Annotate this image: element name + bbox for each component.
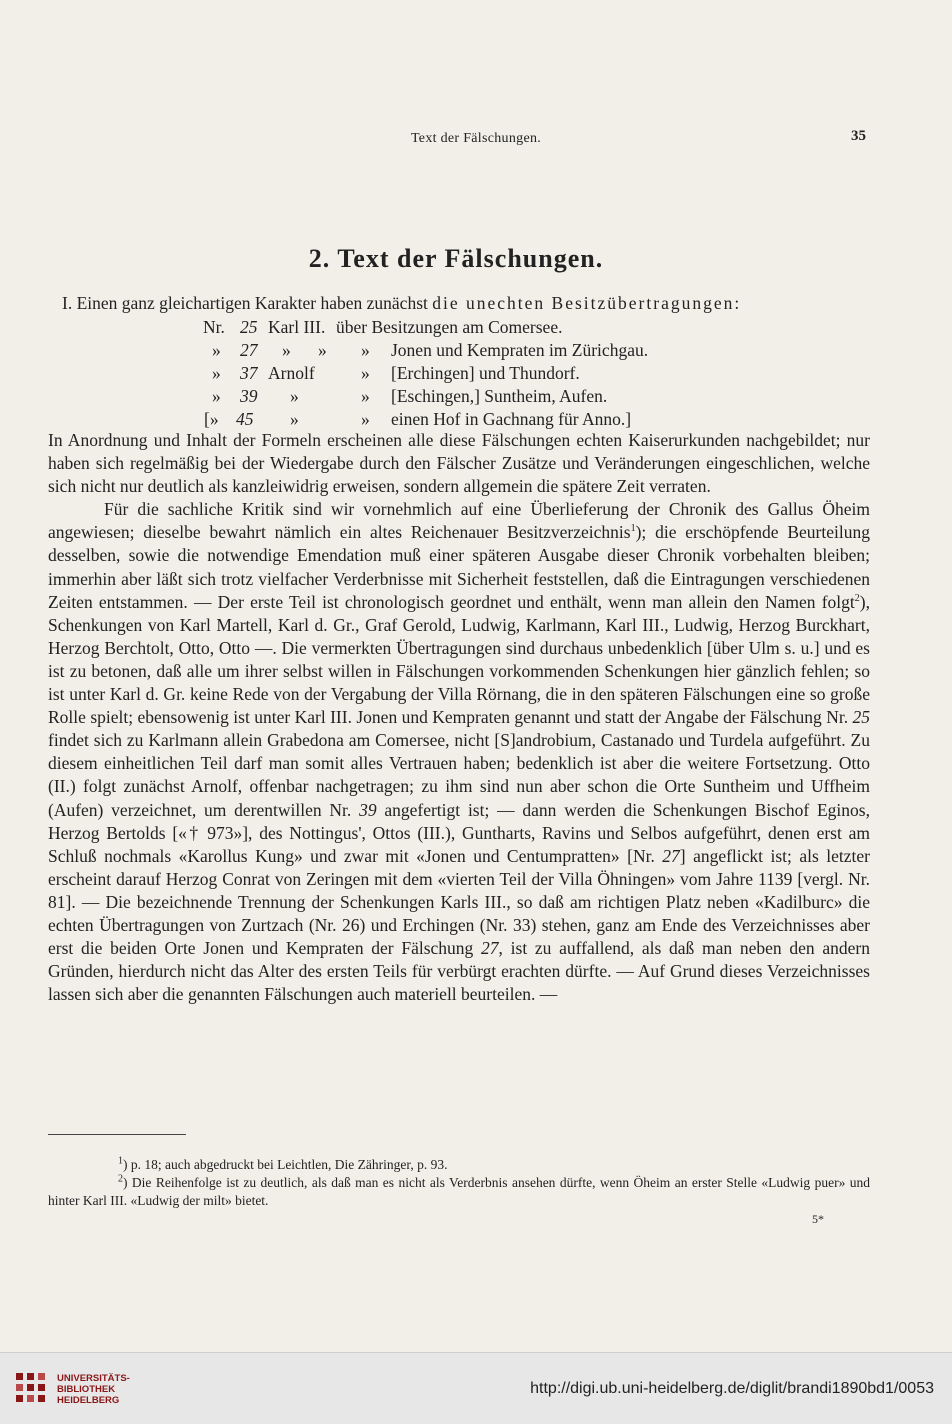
forgery-list: [0, 316, 952, 431]
text-run: findet sich zu Karlmann allein Grabedona am Comersee, nicht [S]androbium, Castanado und Turdela aufgeführt. Zu diesem einheitlichen Teil darf man somit alles Vertrauen haben; bedenklich ist aber die weitere Fortsetzung. Otto (II.) folgt zunächst Arnolf, offenbar nachgetragen; zu ihm sind nun aber schon die Orte Suntheim und Uffheim (Aufen) verzeichnet, um derentwillen Nr.: [48, 730, 870, 820]
list-description: einen Hof in Gachnang für Anno.]: [391, 409, 632, 429]
footnote-marker[interactable]: 2: [854, 592, 860, 604]
list-ditto: »: [318, 340, 327, 360]
footnote-number: 2: [118, 1173, 123, 1185]
list-ditto: »: [361, 363, 370, 383]
document-number: 27: [662, 845, 680, 866]
footnotes: [48, 1156, 870, 1210]
list-nr: Nr.: [203, 317, 225, 337]
library-name-line: HEIDELBERG: [57, 1395, 120, 1406]
library-logo-icon[interactable]: [14, 1371, 48, 1405]
list-description: über Besitzungen am Comersee.: [336, 317, 563, 337]
footnote: [48, 1156, 870, 1174]
footnote-marker[interactable]: 1: [630, 523, 636, 535]
list-person: Arnolf: [268, 363, 315, 383]
signature-mark: 5*: [812, 1212, 824, 1226]
list-item: [0, 339, 952, 362]
list-number: 27: [240, 340, 258, 360]
list-person: »: [282, 340, 291, 360]
paragraph: [48, 498, 870, 1006]
permalink-url[interactable]: http://digi.ub.uni-heidelberg.de/diglit/brandi1890bd1/0053: [530, 1380, 934, 1397]
text-run: Für die sachliche Kritik sind wir vornehmlich auf eine Überlieferung der Chronik des Gallus Öheim angewiesen; dieselbe bewahrt nämlich ein altes Reichenauer Besitzverzeichnis: [48, 499, 870, 543]
list-ditto: »: [361, 340, 370, 360]
viewer-footer: [0, 1352, 952, 1424]
document-number: 25: [852, 707, 870, 728]
text-run: ] angeflickt ist; als letzter erscheint darauf Herzog Conrat von Zeringen mit dem «vierten Teil der Villa Öhningen» vom Jahre 1139 [vergl. Nr. 81]. — Die bezeichnende Trennung der Schenkungen Karls III., so daß am richtigen Platz neben «Kadilburc» die echten Übertragungen von Zurtzach (Nr. 26) und Erchingen (Nr. 33) stehen, ganz am Ende des Verzeichnisses aber erst die beiden Orte Jonen und Kempraten der Fälschung: [48, 845, 870, 959]
list-description: Jonen und Kempraten im Zürichgau.: [391, 340, 649, 360]
footnote: [48, 1174, 870, 1210]
document-number: 39: [359, 799, 377, 820]
list-item: [0, 362, 952, 385]
text-run: , ist zu auffallend, als daß man neben den andern Gründen, hierdurch nicht das Alter des ersten Teils für verbürgt erachten dürfte. — Auf Grund dieses Verzeichnisses lassen sich aber die genannten Fälschungen auch materiell beurteilen. —: [48, 938, 871, 1005]
library-name-line: BIBLIOTHEK: [57, 1384, 116, 1395]
text-run: ), Schenkungen von Karl Martell, Karl d. Gr., Graf Gerold, Ludwig, Karlmann, Karl III., Ludwig, Herzog Burckhart, Herzog Berchtolt, Otto, Otto —. Die vermerkten Übertragungen sind durchaus unbedenklich [über Ulm s. u.] und es ist zu betonen, daß alle um ihrer selbst willen in Fälschungen vorkommenden Schenkungen hier gänzlich fehlen; so ist unter Karl d. Gr. keine Rede von der Vergabung der Villa Rörnang, die in den späteren Fälschungen eine so große Rolle spielt; ebensowenig ist unter Karl III. Jonen und Kempraten genannt und statt der Angabe der Fälschung Nr.: [48, 591, 870, 728]
list-ditto: »: [361, 409, 370, 429]
list-nr: [»: [204, 409, 219, 429]
library-name-line: UNIVERSITÄTS-: [57, 1373, 130, 1384]
intro-lead: I. Einen ganz gleichartigen Karakter haben zunächst: [62, 293, 433, 313]
library-name[interactable]: [57, 1373, 130, 1406]
chapter-title: 2. Text der Fälschungen.: [308, 244, 604, 273]
intro-spaced-text: die unechten Besitzübertragungen:: [432, 293, 742, 313]
list-nr: »: [212, 340, 221, 360]
list-person: »: [290, 386, 299, 406]
running-head: Text der Fälschungen.: [410, 131, 542, 146]
list-number: 25: [240, 317, 258, 337]
intro-line: [62, 292, 872, 314]
list-number: 45: [236, 409, 254, 429]
body-text: [48, 429, 870, 1006]
page-number: 35: [851, 128, 866, 144]
list-ditto: »: [361, 386, 370, 406]
text-run: angefertigt ist; — dann werden die Schenkungen Bischof Eginos, Herzog Bertolds [«† 973»], des Nottingus', Ottos (III.), Guntharts, Ravins und Selbos aufgeführt, denen erst am Schluß nochmals «Karollus Kung» und zwar mit «Jonen und Centumpratten» [Nr.: [48, 799, 870, 866]
list-item: [0, 385, 952, 408]
list-number: 37: [240, 363, 258, 383]
footnote-text: ) Die Reihenfolge ist zu deutlich, als daß man es nicht als Verderbnis ansehen dürfte, wenn Öheim an erster Stelle «Ludwig puer» und hinter Karl III. «Ludwig der milt» bietet.: [48, 1175, 870, 1208]
list-person: Karl III.: [268, 317, 326, 337]
list-item: [0, 408, 952, 431]
list-description: [Erchingen] und Thundorf.: [391, 363, 580, 383]
list-nr: »: [212, 386, 221, 406]
text-run: ); die erschöpfende Beurteilung desselben, sowie die notwendige Emendation muß einer späteren Ausgabe dieser Chronik vorbehalten bleiben; immerhin aber läßt sich trotz vielfacher Verderbnisse mit Sicherheit feststellen, daß die Eintragungen verschiedenen Zeiten entstammen. — Der erste Teil ist chronologisch geordnet und enthält, wenn man allein den Namen folgt: [48, 522, 870, 612]
footnote-number: 1: [118, 1155, 123, 1167]
list-item: [0, 316, 952, 339]
paragraph: In Anordnung und Inhalt der Formeln erscheinen alle diese Fälschungen echten Kaiserurkunden nachgebildet; nur haben sich regelmäßig bei der Wiedergabe durch den Fälscher Zusätze und Veränderungen eingeschlichen, welche sich nicht nur deutlich als kanzleiwidrig erweisen, sondern allgemein die spätere Zeit verraten.: [48, 430, 870, 497]
footnote-text: ) p. 18; auch abgedruckt bei Leichtlen, Die Zähringer, p. 93.: [123, 1157, 448, 1172]
list-person: »: [290, 409, 299, 429]
list-description: [Eschingen,] Suntheim, Aufen.: [391, 386, 608, 406]
list-number: 39: [240, 386, 258, 406]
list-nr: »: [212, 363, 221, 383]
footnote-separator: [48, 1134, 186, 1135]
document-number: 27: [481, 938, 499, 959]
